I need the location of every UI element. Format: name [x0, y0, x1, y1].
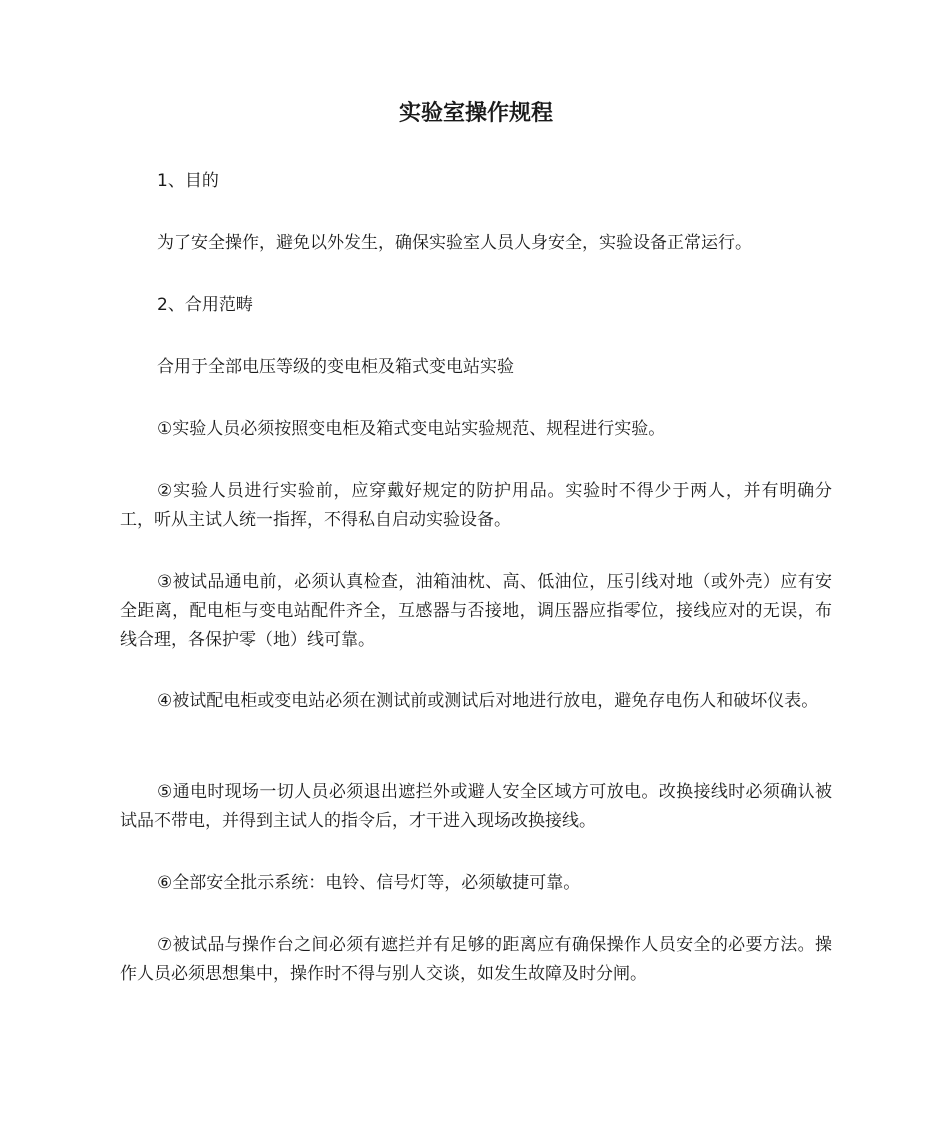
- page-title: 实验室操作规程: [398, 101, 553, 126]
- section-heading-scope: 2、合用范畴: [157, 295, 253, 315]
- rule-item-7: ⑦被试品与操作台之间必须有遮拦并有足够的距离应有确保操作人员安全的必要方法。操作人员必须思想集中，操作时不得与别人交谈，如发生故障及时分闸。: [120, 935, 832, 984]
- rule-item-2: ②实验人员进行实验前，应穿戴好规定的防护用品。实验时不得少于两人，并有明确分工，听从主试人统一指挥，不得私自启动实验设备。: [120, 481, 832, 530]
- rule-item-4: ④被试配电柜或变电站必须在测试前或测试后对地进行放电，避免存电伤人和破坏仪表。: [157, 691, 819, 711]
- paragraph-scope: 合用于全部电压等级的变电柜及箱式变电站实验: [157, 357, 514, 377]
- section-heading-purpose: 1、目的: [157, 171, 219, 191]
- rule-item-1: ①实验人员必须按照变电柜及箱式变电站实验规范、规程进行实验。: [157, 419, 666, 439]
- rule-item-6: ⑥全部安全批示系统：电铃、信号灯等，必须敏捷可靠。: [157, 873, 581, 893]
- paragraph-purpose: 为了安全操作，避免以外发生，确保实验室人员人身安全，实验设备正常运行。: [157, 233, 752, 253]
- rule-item-5: ⑤通电时现场一切人员必须退出遮拦外或避人安全区域方可放电。改换接线时必须确认被试品不带电，并得到主试人的指令后，才干进入现场改换接线。: [120, 782, 832, 831]
- rule-item-3: ③被试品通电前，必须认真检查，油箱油枕、高、低油位，压引线对地（或外壳）应有安全距离，配电柜与变电站配件齐全，互感器与否接地，调压器应指零位，接线应对的无误，布线合理，各保护零（地）线可靠。: [120, 572, 832, 650]
